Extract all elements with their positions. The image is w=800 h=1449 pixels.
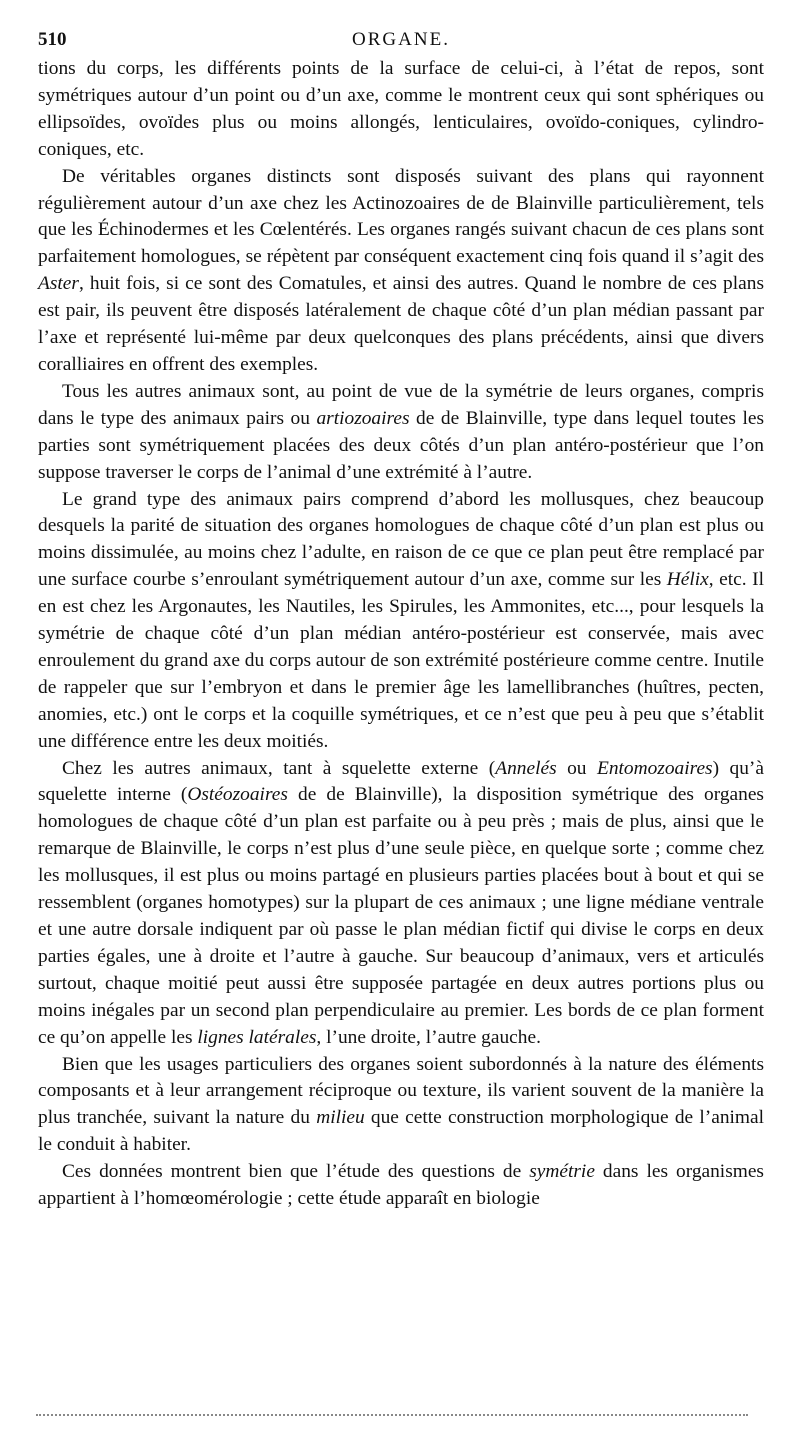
paragraph	[38, 756, 764, 1052]
italic-term: symétrie	[529, 1161, 595, 1183]
text-run: Bien que les usages particuliers des organes soient subordonnés à la nature des éléments composants et à leur arrangement réciproque ou texture, ils varient souvent de la manière la plus tranchée, suivant la nature du	[38, 1053, 764, 1129]
footer-dotted-rule	[36, 1414, 748, 1416]
paragraph	[38, 1159, 764, 1213]
paragraph	[38, 1052, 764, 1160]
italic-term: milieu	[316, 1107, 365, 1129]
italic-term: artiozoaires	[316, 407, 410, 429]
text-run: tions du corps, les différents points de la surface de celui-ci, à l’état de repos, sont symétriques autour d’un point ou d’un axe, comme le montrent ceux qui sont sphériques ou ellipsoïdes, ovoïdes plus ou moins allongés, lenticulaires, ovoïdo-coniques, cylindro-coniques, etc.	[38, 58, 764, 160]
paragraph	[38, 487, 764, 756]
page-number: 510	[38, 29, 67, 50]
italic-term: Annelés	[495, 757, 557, 779]
italic-term: Ostéozoaires	[187, 784, 288, 806]
page-header	[38, 24, 764, 56]
text-run: , huit fois, si ce sont des Comatules, et ainsi des autres. Quand le nombre de ces plans est pair, ils peuvent être disposés latéralement de chaque côté d’un plan médian passant par l’axe et représenté lui-même par deux quelconques des plans précédents, ainsi que divers coralliaires en offrent des exemples.	[38, 273, 764, 375]
italic-term: Aster	[38, 273, 79, 295]
text-run: que cette construction morphologique de l’animal le conduit à habiter.	[38, 1107, 764, 1156]
text-run: Ces données montrent bien que l’étude des questions de	[62, 1161, 530, 1183]
paragraph	[38, 379, 764, 487]
text-run: dans les organismes appartient à l’homœomérologie ; cette étude apparaît en biologie	[38, 1161, 764, 1210]
text-run: de de Blainville), la disposition symétrique des organes homologues de chaque côté d’un plan est parfaite ou à peu près ; mais de plus, ainsi que le remarque de Blainville, le corps n’est plus d’une seule pièce, en quelque sorte ; comme chez les mollusques, il est plus ou moins partagé en plusieurs parties placées bout à bout et qui se ressemblent (organes homotypes) sur la plupart de ces animaux ; une ligne médiane ventrale et une autre dorsale indiquent par où passe le plan médian fictif qui divise le corps en deux parties égales, une à droite et l’autre à gauche. Sur beaucoup d’animaux, vers et articulés surtout, chaque moitié peut aussi être supposée partagée en deux autres portions plus ou moins inégales par un second plan perpendiculaire au premier. Les bords de ce plan forment ce qu’on appelle les	[38, 784, 764, 1048]
text-run: Chez les autres animaux, tant à squelette externe (	[62, 757, 496, 779]
text-run: Tous les autres animaux sont, au point de vue de la symétrie de leurs organes, compris dans le type des animaux pairs ou	[38, 380, 764, 429]
paragraph	[38, 164, 764, 379]
text-run: de de Blainville, type dans lequel toutes les parties sont symétriquement placées des deux côtés d’un plan antéro-postérieur que l’on suppose traverser le corps de l’animal d’une extrémité à l’autre.	[38, 407, 764, 483]
text-run: , l’une droite, l’autre gauche.	[316, 1026, 541, 1048]
text-run: ) qu’à squelette interne (	[38, 757, 764, 806]
italic-term: Hélix	[666, 569, 709, 591]
text-run: , etc. Il en est chez les Argonautes, les Nautiles, les Spirules, les Ammonites, etc..., pour lesquels la symétrie de chaque côté d’un plan médian antéro-postérieur est conservée, mais avec enroulement du grand axe du corps autour de son extrémité postérieure comme centre. Inutile de rappeler que sur l’embryon et dans le premier âge les lamellibranches (huîtres, pecten, anomies, etc.) ont le corps et la coquille symétriques, et ce n’est que peu à peu que s’établit une différence entre les deux moitiés.	[38, 569, 764, 752]
italic-term: Entomozoaires	[596, 757, 713, 779]
text-run: Le grand type des animaux pairs comprend d’abord les mollusques, chez beaucoup desquels la parité de situation des organes homologues de chaque côté d’un plan est plus ou moins dissimulée, au moins chez l’adulte, en raison de ce que ce plan peut être remplacé par une surface courbe s’enroulant symétriquement autour d’un axe, comme sur les	[38, 488, 764, 591]
paragraph	[38, 56, 764, 164]
italic-term: lignes latérales	[197, 1026, 317, 1048]
running-title: ORGANE.	[352, 29, 450, 50]
text-run: ou	[556, 757, 597, 779]
text-run: De véritables organes distincts sont disposés suivant des plans qui rayonnent régulièrement autour d’un axe chez les Actinozoaires de de Blainville particulièrement, tels que les Échinodermes et les Cœlentérés. Les organes rangés suivant chacun de ces plans sont parfaitement homologues, se répètent par conséquent exactement cinq fois quand il s’agit des	[38, 165, 764, 268]
body-text	[38, 56, 764, 1213]
